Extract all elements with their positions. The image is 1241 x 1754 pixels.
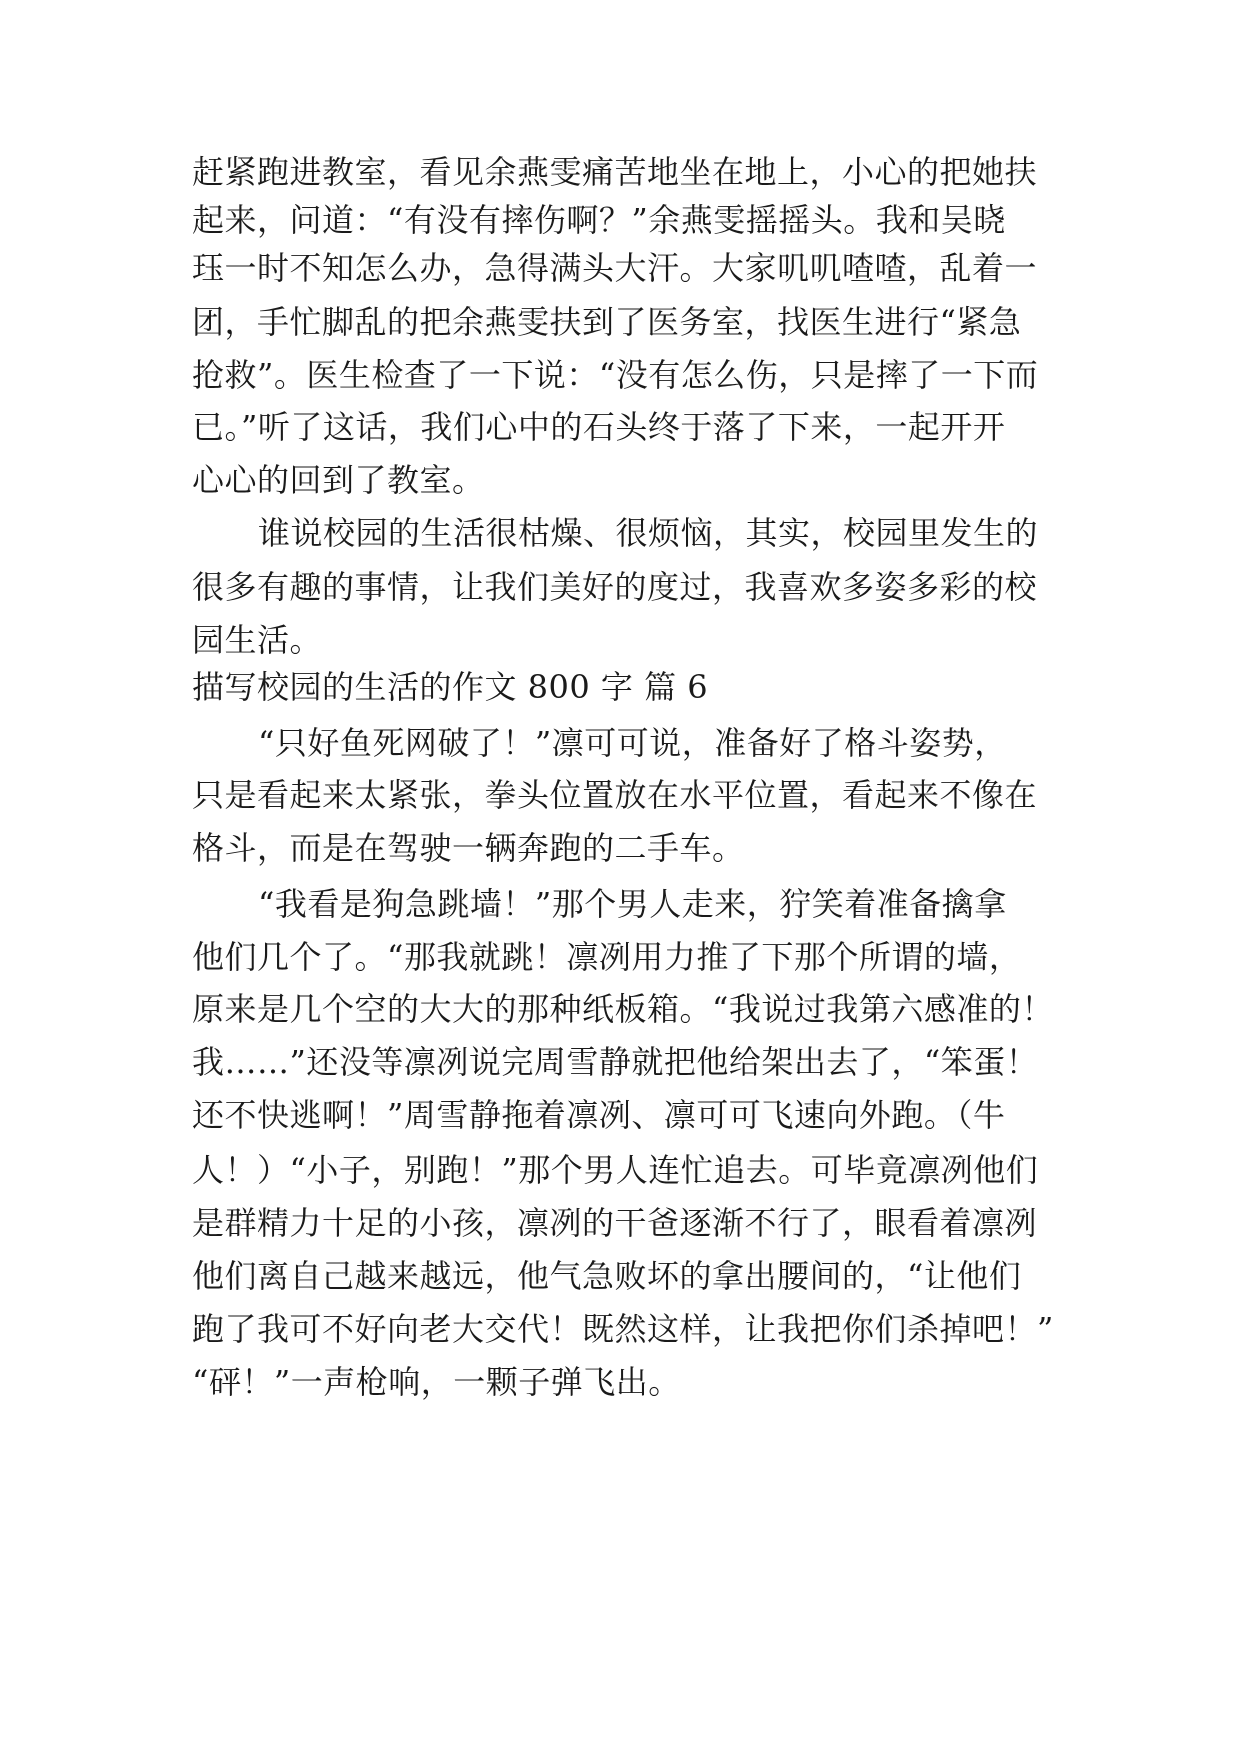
text-line: 已。”听了这话，我们心中的石头终于落了下来，一起开开 [192, 408, 1006, 446]
text-line: 格斗，而是在驾驶一辆奔跑的二手车。 [192, 829, 745, 867]
text-line: 抢救”。医生检查了一下说：“没有怎么伤，只是摔了一下而 [192, 356, 1039, 394]
text-line: 他们离自己越来越远，他气急败坏的拿出腰间的，“让他们 [192, 1257, 1022, 1295]
text-line: “砰！”一声枪响，一颗子弹飞出。 [192, 1363, 681, 1401]
text-line: 还不快逃啊！”周雪静拖着凛冽、凛可可飞速向外跑。（牛 [192, 1096, 1006, 1134]
paragraph-first-line: “只好鱼死网破了！”凛可可说，准备好了格斗姿势， [258, 724, 1007, 762]
text-line: 他们几个了。“那我就跳！凛冽用力推了下那个所谓的墙， [192, 938, 1022, 976]
text-line: 是群精力十足的小孩，凛冽的干爸逐渐不行了，眼看着凛冽 [192, 1204, 1038, 1242]
text-line: 珏一时不知怎么办，急得满头大汗。大家叽叽喳喳，乱着一 [192, 249, 1038, 287]
text-line: 心心的回到了教室。 [192, 461, 485, 499]
text-line: 团，手忙脚乱的把余燕雯扶到了医务室，找医生进行“紧急 [192, 303, 1022, 341]
text-line: 跑了我可不好向老大交代！既然这样，让我把你们杀掉吧！” [192, 1310, 1054, 1348]
text-line: 原来是几个空的大大的那种纸板箱。“我说过我第六感准的！ [192, 990, 1054, 1028]
text-line: 人！）“小子，别跑！”那个男人连忙追去。可毕竟凛冽他们 [192, 1151, 1039, 1189]
text-line: 起来，问道：“有没有摔伤啊？”余燕雯摇摇头。我和吴晓 [192, 201, 1006, 239]
text-line: 园生活。 [192, 621, 323, 659]
text-line: 只是看起来太紧张，拳头位置放在水平位置，看起来不像在 [192, 776, 1038, 814]
text-line: 很多有趣的事情，让我们美好的度过，我喜欢多姿多彩的校 [192, 568, 1038, 606]
section-heading: 描写校园的生活的作文 800 字 篇 6 [192, 668, 709, 706]
text-line: 我……”还没等凛冽说完周雪静就把他给架出去了，“笨蛋！ [192, 1043, 1039, 1081]
paragraph-first-line: “我看是狗急跳墙！”那个男人走来，狞笑着准备擒拿 [258, 885, 1007, 923]
paragraph-first-line: 谁说校园的生活很枯燥、很烦恼，其实，校园里发生的 [258, 514, 1039, 552]
text-line: 赶紧跑进教室，看见余燕雯痛苦地坐在地上，小心的把她扶 [192, 153, 1038, 191]
